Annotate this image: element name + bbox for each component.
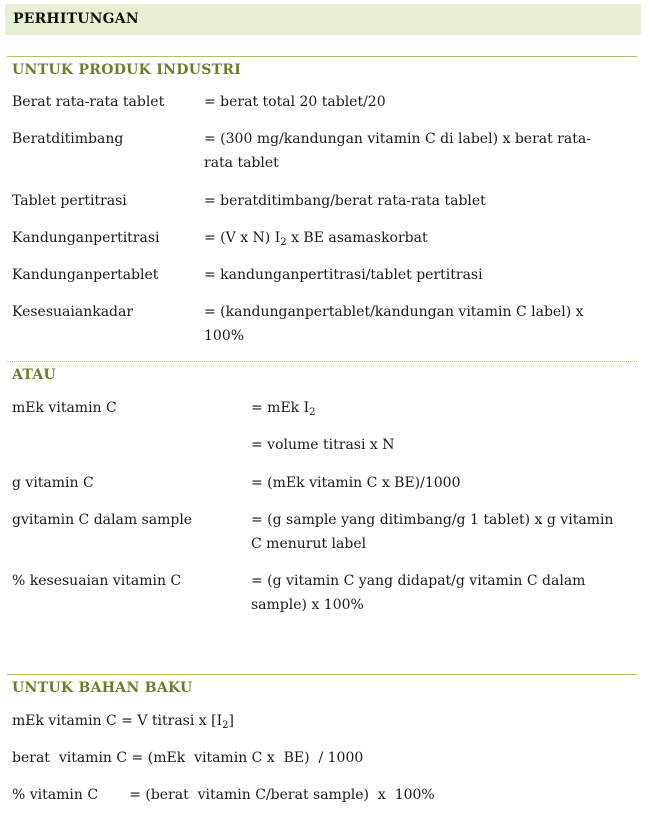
row-label: mEk vitamin C <box>12 400 117 416</box>
row-label: Beratditimbang <box>12 131 124 147</box>
header-bar <box>5 4 641 35</box>
row-value: = kandunganpertitrasi/tablet pertitrasi <box>204 267 483 283</box>
formula-line: % vitamin C = (berat vitamin C/berat sample) x 100% <box>12 787 435 803</box>
page-title: PERHITUNGAN <box>13 11 139 27</box>
section-divider <box>7 56 637 57</box>
row-label: Berat rata-rata tablet <box>12 94 165 110</box>
row-value: = (g vitamin C yang didapat/g vitamin C dalam sample) x 100% <box>251 573 586 613</box>
section-title-produk-industri: UNTUK PRODUK INDUSTRI <box>12 62 242 78</box>
formula-part: = mEk I <box>251 400 310 416</box>
formula-part: x BE asamaskorbat <box>286 230 428 246</box>
formula-part: mEk vitamin C = V titrasi x [I <box>12 713 223 729</box>
row-value: = (300 mg/kandungan vitamin C di label) x berat rata-rata tablet <box>204 131 591 171</box>
section-divider <box>7 674 637 675</box>
row-value-formula <box>251 396 621 425</box>
row-label: g vitamin C <box>12 475 94 491</box>
subscript: 2 <box>280 237 287 248</box>
formula-line: berat vitamin C = (mEk vitamin C x BE) / 1000 <box>12 750 364 766</box>
row-label: Kandunganpertitrasi <box>12 230 160 246</box>
row-value-formula <box>204 226 614 255</box>
formula-line <box>12 709 234 738</box>
row-label: Kandunganpertablet <box>12 267 159 283</box>
row-value: = (mEk vitamin C x BE)/1000 <box>251 475 461 491</box>
row-label: Kesesuaiankadar <box>12 304 134 320</box>
subscript: 2 <box>222 720 229 731</box>
row-label: Tablet pertitrasi <box>12 193 127 209</box>
section-title-atau: ATAU <box>12 367 57 383</box>
subscript: 2 <box>309 407 316 418</box>
section-divider <box>7 361 637 362</box>
row-label: % kesesuaian vitamin C <box>12 573 182 589</box>
row-value: = volume titrasi x N <box>251 437 395 453</box>
formula-part: = (V x N) I <box>204 230 281 246</box>
row-label: gvitamin C dalam sample <box>12 512 193 528</box>
section-title-bahan-baku: UNTUK BAHAN BAKU <box>12 680 193 696</box>
row-value: = (kandunganpertablet/kandungan vitamin C label) x 100% <box>204 304 584 344</box>
row-value: = (g sample yang ditimbang/g 1 tablet) x g vitamin C menurut label <box>251 512 614 552</box>
row-value: = beratditimbang/berat rata-rata tablet <box>204 193 486 209</box>
row-value: = berat total 20 tablet/20 <box>204 94 386 110</box>
formula-part: ] <box>228 713 234 729</box>
